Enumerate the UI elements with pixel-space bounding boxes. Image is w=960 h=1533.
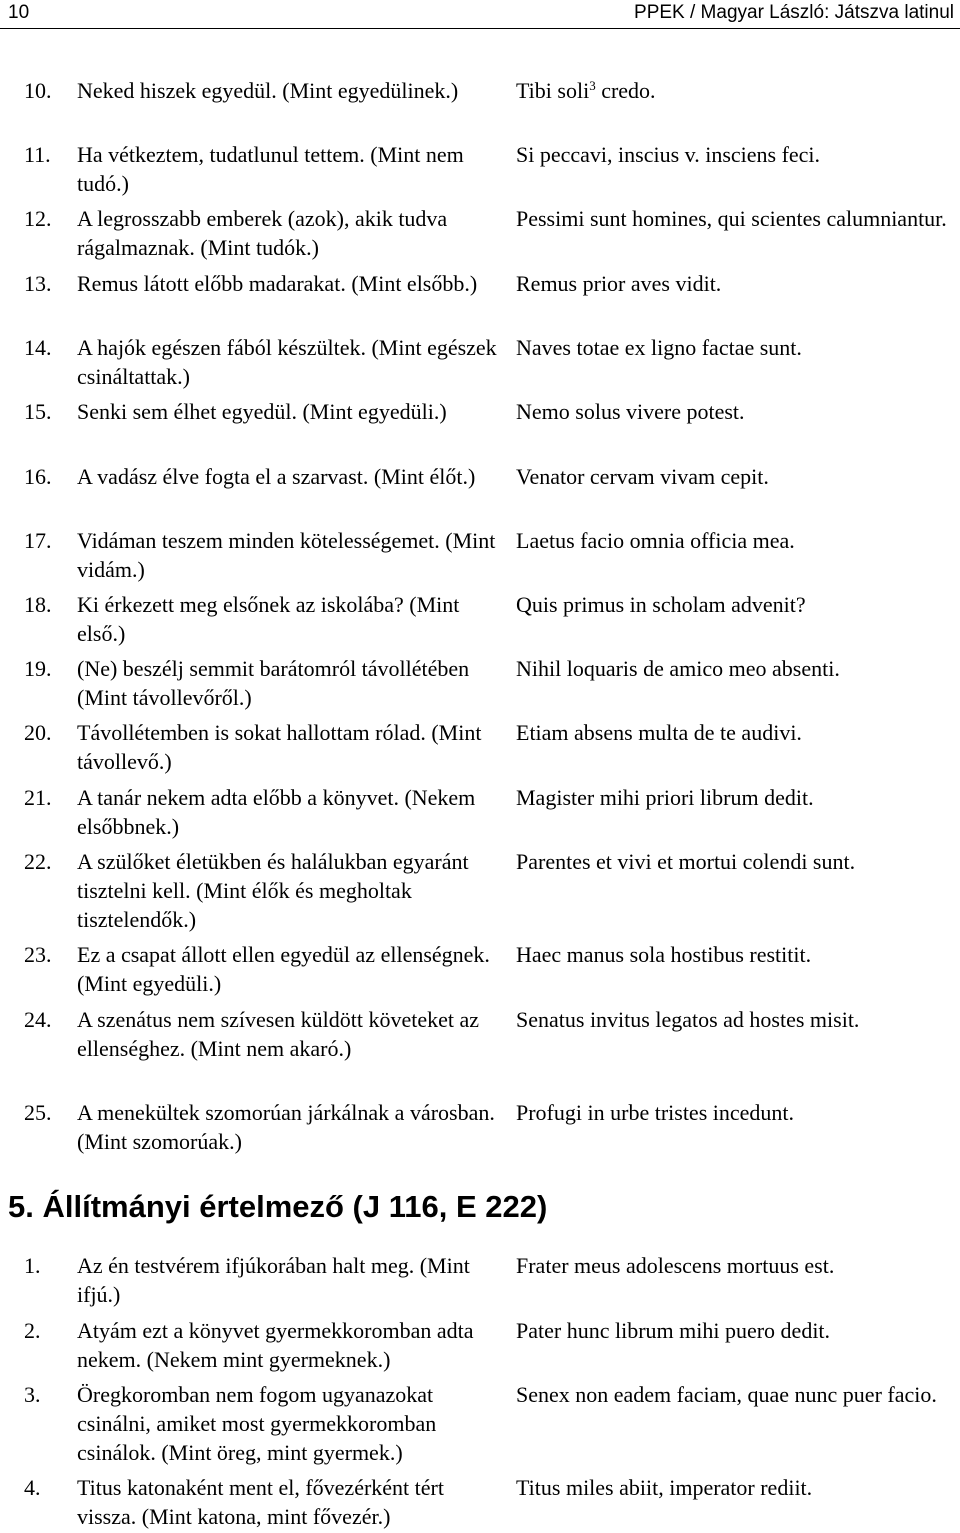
item-number: 19. xyxy=(24,656,52,681)
list-item xyxy=(0,269,960,333)
item-number: 4. xyxy=(24,1475,41,1500)
list-item xyxy=(0,1005,960,1098)
translation-list-1 xyxy=(0,76,960,1162)
item-number: 17. xyxy=(24,528,52,553)
hungarian-sentence: Titus katonaként ment el, fővezérként tért vissza. (Mint katona, mint fővezér.) xyxy=(77,1475,444,1529)
latin-sentence: Nihil loquaris de amico meo absenti. xyxy=(516,656,840,681)
hungarian-sentence: Remus látott előbb madarakat. (Mint elsőbb.) xyxy=(77,271,478,296)
latin-sentence: Remus prior aves vidit. xyxy=(516,271,722,296)
latin-sentence: Pater hunc librum mihi puero dedit. xyxy=(516,1318,831,1343)
item-number: 20. xyxy=(24,720,52,745)
hungarian-sentence: Atyám ezt a könyvet gyermekkoromban adta nekem. (Nekem mint gyermeknek.) xyxy=(77,1318,474,1372)
hungarian-sentence: A hajók egészen fából készültek. (Mint egészek csináltattak.) xyxy=(77,335,497,389)
latin-sentence: Senex non eadem faciam, quae nunc puer facio. xyxy=(516,1382,937,1407)
translation-list-2 xyxy=(0,1251,960,1533)
item-number: 25. xyxy=(24,1100,52,1125)
item-number: 14. xyxy=(24,335,52,360)
item-number: 1. xyxy=(24,1253,41,1278)
running-title: PPEK / Magyar László: Játszva latinul xyxy=(634,2,954,23)
list-item xyxy=(0,1473,960,1533)
page-header xyxy=(0,0,960,25)
list-item xyxy=(0,783,960,847)
item-number: 21. xyxy=(24,785,52,810)
latin-sentence: Quis primus in scholam advenit? xyxy=(516,592,806,617)
hungarian-sentence: A szülőket életükben és halálukban egyaránt tisztelni kell. (Mint élők és megholtak tisztelendők.) xyxy=(77,849,469,932)
item-number: 2. xyxy=(24,1318,41,1343)
hungarian-sentence: Ha vétkeztem, tudatlunul tettem. (Mint nem tudó.) xyxy=(77,142,464,196)
latin-sentence: Magister mihi priori librum dedit. xyxy=(516,785,814,810)
list-item xyxy=(0,654,960,718)
hungarian-sentence: Senki sem élhet egyedül. (Mint egyedüli.) xyxy=(77,399,447,424)
hungarian-sentence: Az én testvérem ifjúkorában halt meg. (Mint ifjú.) xyxy=(77,1253,470,1307)
latin-sentence: Si peccavi, inscius v. insciens feci. xyxy=(516,142,821,167)
hungarian-sentence: A vadász élve fogta el a szarvast. (Mint élőt.) xyxy=(77,464,476,489)
latin-sentence: Etiam absens multa de te audivi. xyxy=(516,720,802,745)
hungarian-sentence: Vidáman teszem minden kötelességemet. (Mint vidám.) xyxy=(77,528,496,582)
hungarian-sentence: Öregkoromban nem fogom ugyanazokat csinálni, amiket most gyermekkoromban csinálok. (Mint öreg, mint gyermek.) xyxy=(77,1382,437,1465)
hungarian-sentence: Ki érkezett meg elsőnek az iskolába? (Mint első.) xyxy=(77,592,460,646)
list-item xyxy=(0,590,960,654)
hungarian-sentence: A menekültek szomorúan járkálnak a városban. (Mint szomorúak.) xyxy=(77,1100,495,1154)
hungarian-sentence: A tanár nekem adta előbb a könyvet. (Nekem elsőbbnek.) xyxy=(77,785,476,839)
hungarian-sentence: Ez a csapat állott ellen egyedül az ellenségnek. (Mint egyedüli.) xyxy=(77,942,490,996)
list-item xyxy=(0,1316,960,1380)
list-item xyxy=(0,76,960,140)
header-rule xyxy=(0,28,960,29)
latin-sentence: Pessimi sunt homines, qui scientes calumniantur. xyxy=(516,206,947,231)
item-number: 3. xyxy=(24,1382,41,1407)
latin-sentence: Naves totae ex ligno factae sunt. xyxy=(516,335,802,360)
latin-sentence: Haec manus sola hostibus restitit. xyxy=(516,942,812,967)
list-item xyxy=(0,1380,960,1473)
item-number: 15. xyxy=(24,399,52,424)
list-item xyxy=(0,940,960,1005)
item-number: 23. xyxy=(24,942,52,967)
item-number: 16. xyxy=(24,464,52,489)
latin-sentence: Venator cervam vivam cepit. xyxy=(516,464,769,489)
footnote-marker: 3 xyxy=(589,78,596,93)
list-item xyxy=(0,718,960,783)
list-item xyxy=(0,462,960,526)
latin-sentence: Nemo solus vivere potest. xyxy=(516,399,745,424)
list-item xyxy=(0,333,960,397)
latin-sentence: Parentes et vivi et mortui colendi sunt. xyxy=(516,849,856,874)
latin-sentence: Profugi in urbe tristes incedunt. xyxy=(516,1100,795,1125)
page-number: 10 xyxy=(8,2,30,23)
list-item xyxy=(0,204,960,269)
hungarian-sentence: Neked hiszek egyedül. (Mint egyedülinek.) xyxy=(77,78,459,103)
latin-sentence: Laetus facio omnia officia mea. xyxy=(516,528,795,553)
latin-sentence: Tibi soli$^3$ credo. xyxy=(516,78,656,103)
list-item xyxy=(0,397,960,462)
list-item xyxy=(0,1251,960,1316)
section-heading: 5. Állítmányi értelmező (J 116, E 222) xyxy=(8,1189,548,1224)
hungarian-sentence: A szenátus nem szívesen küldött követeket az ellenséghez. (Mint nem akaró.) xyxy=(77,1007,479,1061)
item-number: 22. xyxy=(24,849,52,874)
list-item xyxy=(0,847,960,940)
hungarian-sentence: A legrosszabb emberek (azok), akik tudva rágalmaznak. (Mint tudók.) xyxy=(77,206,448,260)
list-item xyxy=(0,1098,960,1162)
item-number: 24. xyxy=(24,1007,52,1032)
latin-sentence: Titus miles abiit, imperator rediit. xyxy=(516,1475,813,1500)
item-number: 11. xyxy=(24,142,51,167)
hungarian-sentence: (Ne) beszélj semmit barátomról távollétében (Mint távollevőről.) xyxy=(77,656,470,710)
item-number: 13. xyxy=(24,271,52,296)
hungarian-sentence: Távollétemben is sokat hallottam rólad. (Mint távollevő.) xyxy=(77,720,482,774)
item-number: 12. xyxy=(24,206,52,231)
latin-sentence: Senatus invitus legatos ad hostes misit. xyxy=(516,1007,860,1032)
item-number: 18. xyxy=(24,592,52,617)
list-item xyxy=(0,140,960,204)
item-number: 10. xyxy=(24,78,52,103)
list-item xyxy=(0,526,960,590)
latin-sentence: Frater meus adolescens mortuus est. xyxy=(516,1253,835,1278)
